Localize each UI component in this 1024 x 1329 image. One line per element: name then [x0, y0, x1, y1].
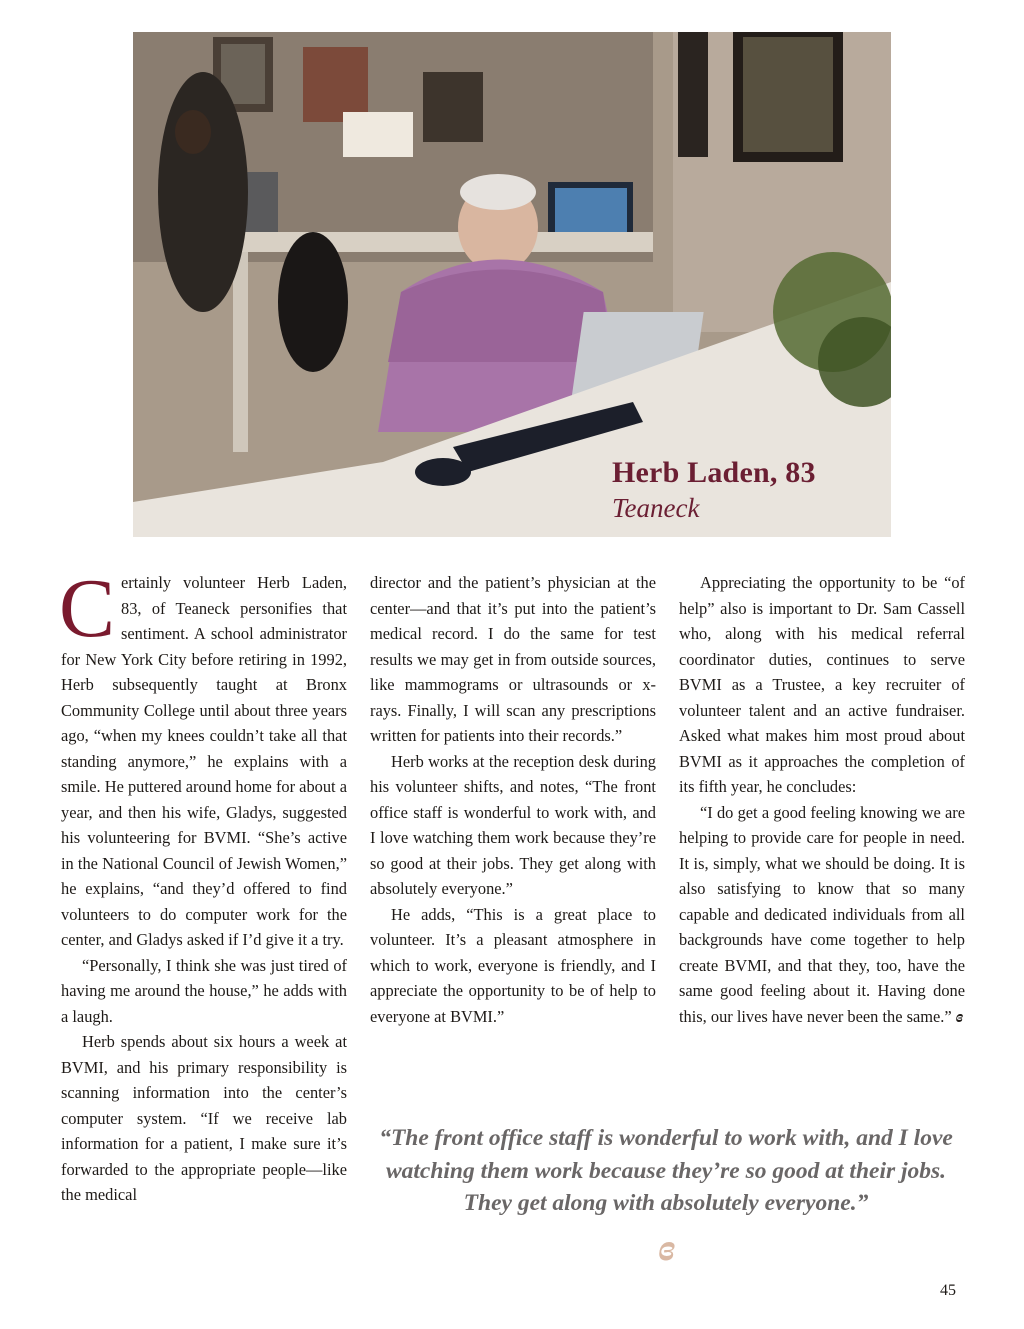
article-paragraph: “Personally, I think she was just tired of having me around the house,” he adds with a laugh.: [61, 955, 347, 1026]
article-column-1: [59, 562, 347, 1208]
article-paragraph: [59, 562, 347, 953]
page-number: 45: [940, 1282, 956, 1299]
article-paragraph: He adds, “This is a great place to volunteer. It’s a pleasant atmosphere in which to work, everyone is friendly, and I appreciate the opportunity to be of help to everyone at BVMI.”: [370, 904, 656, 1026]
article-paragraph: Herb spends about six hours a week at BVMI, and his primary responsibility is scanning information into the center’s computer system. “If we receive lab information for a patient, I make sure it’s forwarded to the appropriate people—like the medical: [61, 1032, 347, 1204]
article-paragraph: Herb works at the reception desk during his volunteer shifts, and notes, “The front office staff is wonderful to work with, and I love watching them work because they’re so good at their jobs. They get along with absolutely everyone.”: [370, 751, 656, 898]
herb-laden-photo: [133, 32, 891, 537]
article-paragraph: [679, 800, 965, 1030]
pull-quote-line: watching them work because they’re so good at their jobs.: [385, 1157, 947, 1184]
ornament-icon: ɞ: [658, 1227, 676, 1269]
caption-town: Teaneck: [612, 493, 700, 523]
paragraph-text: ertainly volunteer Herb Laden, 83, of Teaneck personifies that sentiment. A school administrator for New York City before retiring in 1992, Herb subsequently taught at Bronx Community College until about three years ago, “when my knees couldn’t take all that standing anymore,” he explains with a smile. He puttered around home for about a year, and then his wife, Gladys, suggested his volunteering for BVMI. “She’s active in the National Council of Jewish Women,” he explains, “and they’d offered to find volunteers to do computer work for the center, and Gladys asked if I’d give it a try.: [61, 573, 347, 949]
end-mark-icon: ɞ: [955, 1006, 964, 1026]
pull-quote-line: They get along with absolutely everyone.”: [463, 1190, 869, 1216]
drop-cap: C: [59, 562, 116, 655]
article-paragraph: director and the patient’s physician at the center—and that it’s put into the patient’s medical record. I do the same for test results we may get in from outside sources, like mammograms or ultrasounds or x-rays. Finally, I will scan any prescriptions written for patients into their records.”: [370, 573, 656, 745]
caption-name: Herb Laden, 83: [612, 456, 816, 489]
photo-caption: [612, 455, 882, 525]
paragraph-text: “I do get a good feeling knowing we are helping to provide care for people in need. It is, simply, what we should be doing. It is also satisfying to know that so many capable and dedicated individuals from all backgrounds have come together to help create BVMI, and that they, too, have the same good feeling about it. Having done this, our lives have never been the same.”: [679, 802, 965, 1026]
pull-quote: [360, 1122, 972, 1220]
pull-quote-line: “The front office staff is wonderful to work with, and I love: [379, 1125, 953, 1151]
article-column-3: [679, 570, 965, 1029]
article-paragraph: Appreciating the opportunity to be “of help” also is important to Dr. Sam Cassell who, along with his medical referral coordinator duties, continues to serve BVMI as a Trustee, a key recruiter of volunteer talent and an active fundraiser. Asked what makes him most proud about BVMI as it approaches the completion of its fifth year, he concludes:: [679, 573, 965, 796]
article-column-2: [370, 570, 656, 1029]
